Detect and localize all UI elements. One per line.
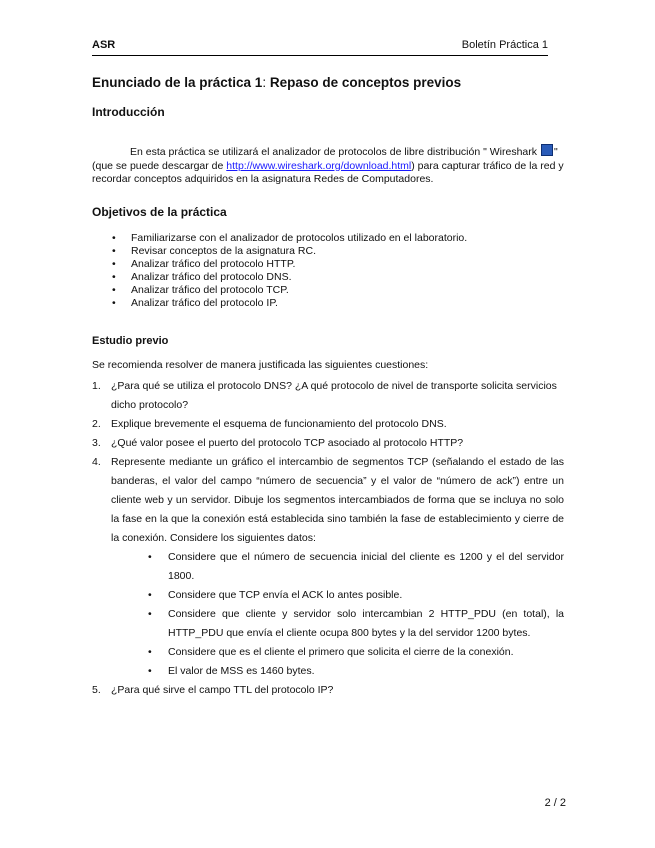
wireshark-icon	[541, 144, 553, 156]
dato-item: • Considere que el número de secuencia inicial del cliente es 1200 y el del servidor 1800.	[148, 548, 564, 586]
list-item: • Analizar tráfico del protocolo HTTP.	[112, 258, 467, 271]
intro-text-after: ) para capturar tráfico de la red y recordar conceptos adquiridos en la asignatura Redes de Computadores.	[92, 159, 564, 185]
wireshark-download-link[interactable]: http://www.wireshark.org/download.html	[226, 159, 412, 172]
question-number: 4.	[92, 456, 101, 468]
list-item: • Analizar tráfico del protocolo IP.	[112, 297, 467, 310]
question-text: ¿Qué valor posee el puerto del protocolo TCP asociado al protocolo HTTP?	[111, 437, 464, 449]
header-doc-title: Boletín Práctica 1	[461, 39, 548, 51]
question-text: ¿Para qué se utiliza el protocolo DNS? ¿A qué protocolo de nivel de transporte solicita servicios dicho protocolo?	[111, 380, 557, 411]
question-2	[92, 415, 564, 434]
objetivos-list	[112, 232, 467, 311]
intro-text-mid: (que se puede descargar de	[92, 159, 227, 172]
question-4	[92, 453, 564, 548]
title-separator: :	[262, 75, 267, 90]
dato-text: Considere que TCP envía el ACK lo antes posible.	[168, 589, 403, 601]
estudio-lead: Se recomienda resolver de manera justificada las siguientes cuestiones:	[92, 359, 429, 371]
dato-item: • Considere que TCP envía el ACK lo antes posible.	[148, 586, 564, 605]
objetivos-heading: Objetivos de la práctica	[92, 205, 227, 219]
question-text: Represente mediante un gráfico el intercambio de segmentos TCP (señalando el estado de las banderas, el valor del campo “número de secuencia” y el valor de “número de ack”) entre un cliente web y un servidor. Dibuje los segmentos intercambiados de forma que se incluya no solo la fase en la que la conexión está establecida sino también la fase de establecimiento y cierre de la conexión. Considere los siguientes datos:	[111, 456, 564, 544]
list-item: • Familiarizarse con el analizador de protocolos utilizado en el laboratorio.	[112, 232, 467, 245]
question-3	[92, 434, 564, 453]
dato-text: El valor de MSS es 1460 bytes.	[168, 665, 315, 677]
question-text: ¿Para qué sirve el campo TTL del protocolo IP?	[111, 684, 334, 696]
list-item: • Analizar tráfico del protocolo DNS.	[112, 271, 467, 284]
intro-text-quote: "	[554, 146, 558, 158]
question-number: 2.	[92, 418, 101, 430]
dato-text: Considere que es el cliente el primero que solicita el cierre de la conexión.	[168, 646, 514, 658]
dato-item: • Considere que cliente y servidor solo intercambian 2 HTTP_PDU (en total), la HTTP_PDU que envía el cliente ocupa 800 bytes y la del servidor 1200 bytes.	[148, 605, 564, 643]
estudio-previo-heading: Estudio previo	[92, 335, 169, 347]
question-5	[92, 681, 564, 700]
title-part-b: Repaso de conceptos previos	[266, 75, 462, 90]
list-item: • Revisar conceptos de la asignatura RC.	[112, 245, 467, 258]
page-title	[92, 75, 461, 90]
title-part-a: Enunciado de la práctica 1	[92, 75, 263, 90]
dato-text: Considere que el número de secuencia inicial del cliente es 1200 y el del servidor 1800.	[168, 551, 564, 582]
question-number: 5.	[92, 684, 101, 696]
question-1	[92, 377, 564, 415]
question-text: Explique brevemente el esquema de funcionamiento del protocolo DNS.	[111, 418, 447, 430]
question-number: 1.	[92, 380, 101, 392]
introduccion-paragraph	[92, 144, 564, 187]
dato-item: • El valor de MSS es 1460 bytes.	[148, 662, 564, 681]
page-header	[92, 38, 548, 56]
header-course: ASR	[92, 39, 116, 51]
page-number: 2 / 2	[544, 797, 566, 809]
introduccion-heading: Introducción	[92, 105, 165, 119]
question-number: 3.	[92, 437, 101, 449]
intro-text-before: En esta práctica se utilizará el analizador de protocolos de libre distribución " Wireshark	[130, 146, 538, 158]
list-item: • Analizar tráfico del protocolo TCP.	[112, 284, 467, 297]
dato-item: • Considere que es el cliente el primero que solicita el cierre de la conexión.	[148, 643, 564, 662]
dato-text: Considere que cliente y servidor solo intercambian 2 HTTP_PDU (en total), la HTTP_PDU que envía el cliente ocupa 800 bytes y la del servidor 1200 bytes.	[168, 608, 564, 639]
